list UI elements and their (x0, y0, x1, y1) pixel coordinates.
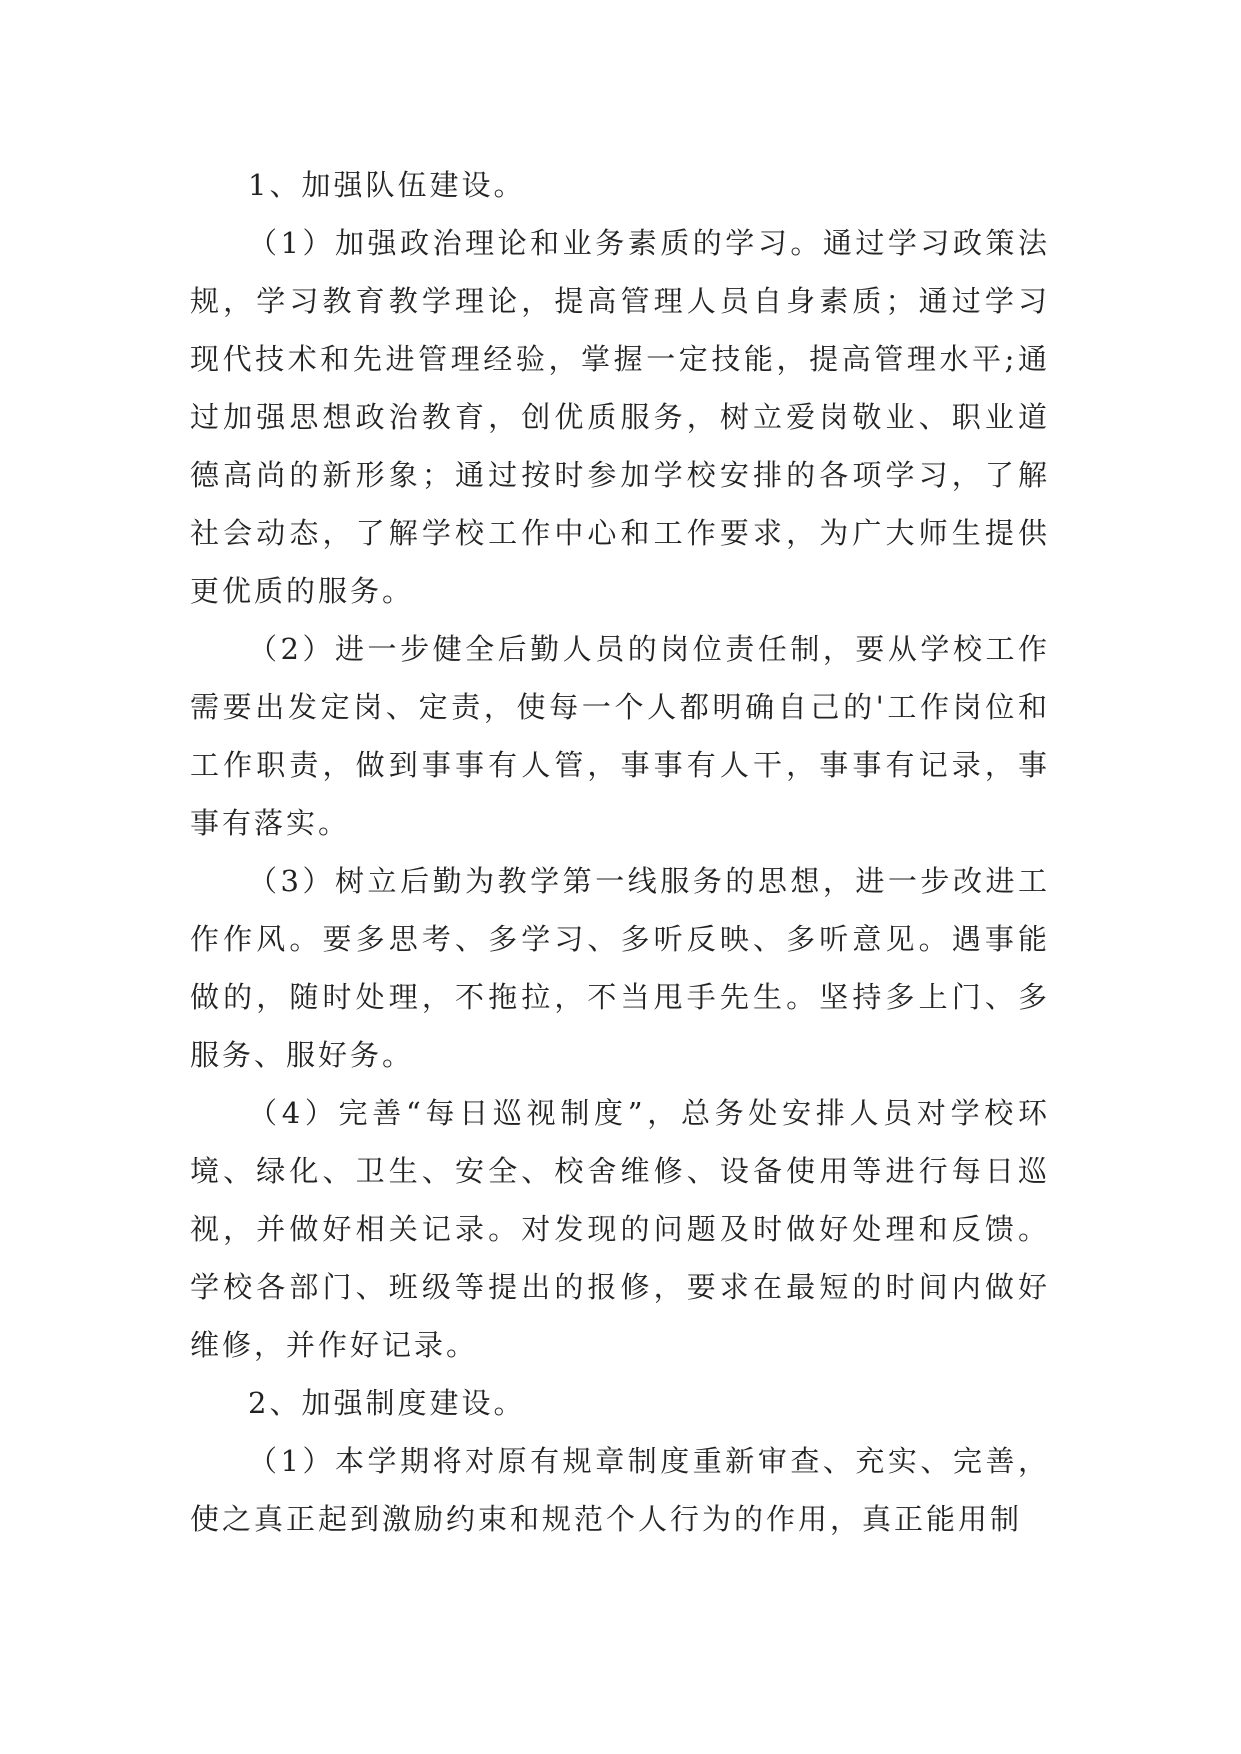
paragraph-service-attitude: （3）树立后勤为教学第一线服务的思想，进一步改进工作作风。要多思考、多学习、多听反映、多听意见。遇事能做的，随时处理，不拖拉，不当甩手先生。坚持多上门、多服务、服好务。 (190, 864, 1050, 1072)
paragraph-rules-review: （1）本学期将对原有规章制度重新审查、充实、完善，使之真正起到激励约束和规范个人行为的作用，真正能用制 (190, 1444, 1050, 1536)
paragraph-daily-inspection: （4）完善“每日巡视制度”，总务处安排人员对学校环境、绿化、卫生、安全、校舍维修、设备使用等进行每日巡视，并做好相关记录。对发现的问题及时做好处理和反馈。学校各部门、班级等提出的报修，要求在最短的时间内做好维修，并作好记录。 (190, 1096, 1050, 1362)
paragraph-political-study: （1）加强政治理论和业务素质的学习。通过学习政策法规，学习教育教学理论，提高管理人员自身素质；通过学习现代技术和先进管理经验，掌握一定技能，提高管理水平;通过加强思想政治教育，创优质服务，树立爱岗敬业、职业道德高尚的新形象；通过按时参加学校安排的各项学习，了解社会动态，了解学校工作中心和工作要求，为广大师生提供更优质的服务。 (190, 226, 1050, 608)
paragraph-job-responsibility: （2）进一步健全后勤人员的岗位责任制，要从学校工作需要出发定岗、定责，使每一个人都明确自己的'工作岗位和工作职责，做到事事有人管，事事有人干，事事有记录，事事有落实。 (190, 632, 1050, 840)
heading-system-building: 2、加强制度建设。 (248, 1386, 526, 1420)
heading-team-building: 1、加强队伍建设。 (248, 168, 526, 202)
document-body (190, 156, 1050, 1548)
